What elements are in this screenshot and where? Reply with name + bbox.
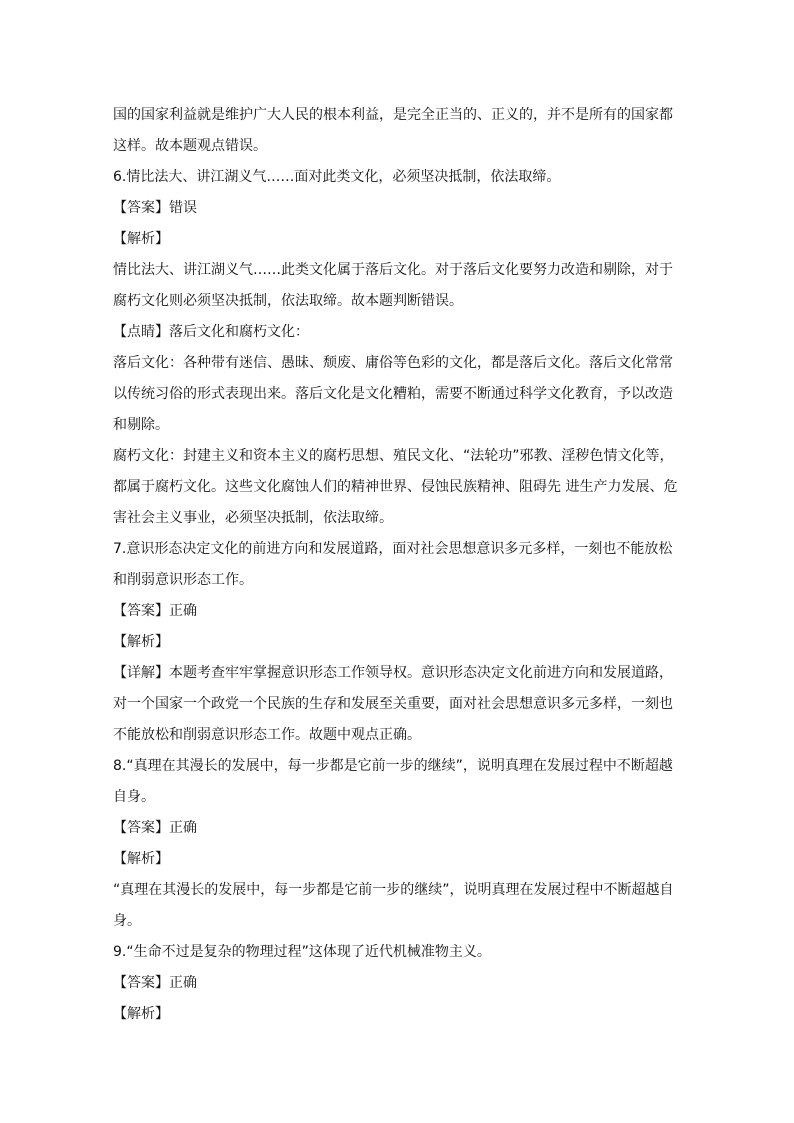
answer-label: 【答案】正确 bbox=[113, 975, 197, 991]
key-point-label: 【点睛】落后文化和腐朽文化： bbox=[113, 324, 309, 340]
paragraph-line: 害社会主义事业，必须坚决抵制，依法取缔。 bbox=[113, 510, 393, 526]
analysis-label: 【解析】 bbox=[113, 231, 169, 247]
answer-label: 【答案】错误 bbox=[113, 200, 197, 216]
paragraph-line: 自身。 bbox=[113, 789, 155, 805]
detail-label: 【详解】本题考查牢牢掌握意识形态工作领导权。意识形态决定文化前进方向和发展道路， bbox=[113, 665, 673, 681]
analysis-label: 【解析】 bbox=[113, 634, 169, 650]
paragraph-line: 对一个国家一个政党一个民族的生存和发展至关重要，面对社会思想意识多元多样，一刻也 bbox=[113, 696, 673, 712]
answer-label: 【答案】正确 bbox=[113, 820, 197, 836]
question-7: 7.意识形态决定文化的前进方向和发展道路，面对社会思想意识多元多样，一刻也不能放松 bbox=[113, 541, 673, 557]
paragraph-line: 情比法大、讲江湖义气……此类文化属于落后文化。对于落后文化要努力改造和剔除，对于 bbox=[113, 262, 673, 278]
paragraph-line: 不能放松和削弱意识形态工作。故题中观点正确。 bbox=[113, 727, 421, 743]
paragraph-line: 国的国家利益就是维护广大人民的根本利益，是完全正当的、正义的，并不是所有的国家都 bbox=[113, 107, 673, 123]
paragraph-line: 落后文化：各种带有迷信、愚昧、颓废、庸俗等色彩的文化，都是落后文化。落后文化常常 bbox=[113, 355, 673, 371]
paragraph-line: 和剔除。 bbox=[113, 417, 169, 433]
paragraph-line: 腐朽文化则必须坚决抵制，依法取缔。故本题判断错误。 bbox=[113, 293, 463, 309]
paragraph-line: 这样。故本题观点错误。 bbox=[113, 138, 267, 154]
document-page bbox=[113, 100, 683, 1030]
paragraph-line: “真理在其漫长的发展中，每一步都是它前一步的继续”，说明真理在发展过程中不断超越自 bbox=[113, 882, 674, 898]
paragraph-line: 身。 bbox=[113, 913, 141, 929]
paragraph-line: 和削弱意识形态工作。 bbox=[113, 572, 253, 588]
paragraph-line: 以传统习俗的形式表现出来。落后文化是文化糟粕，需要不断通过科学文化教育，予以改造 bbox=[113, 386, 673, 402]
analysis-label: 【解析】 bbox=[113, 851, 169, 867]
question-8: 8.“真理在其漫长的发展中，每一步都是它前一步的继续”，说明真理在发展过程中不断超越 bbox=[113, 758, 673, 774]
analysis-label: 【解析】 bbox=[113, 1006, 169, 1022]
paragraph-line: 都属于腐朽文化。这些文化腐蚀人们的精神世界、侵蚀民族精神、阻碍先 进生产力发展、危 bbox=[113, 479, 678, 495]
answer-label: 【答案】正确 bbox=[113, 603, 197, 619]
question-6: 6.情比法大、讲江湖义气……面对此类文化，必须坚决抵制，依法取缔。 bbox=[113, 169, 561, 185]
question-9: 9.“生命不过是复杂的物理过程”这体现了近代机械准物主义。 bbox=[113, 944, 491, 960]
paragraph-line: 腐朽文化：封建主义和资本主义的腐朽思想、殖民文化、“法轮功”邪教、淫秽色情文化等， bbox=[113, 448, 674, 464]
